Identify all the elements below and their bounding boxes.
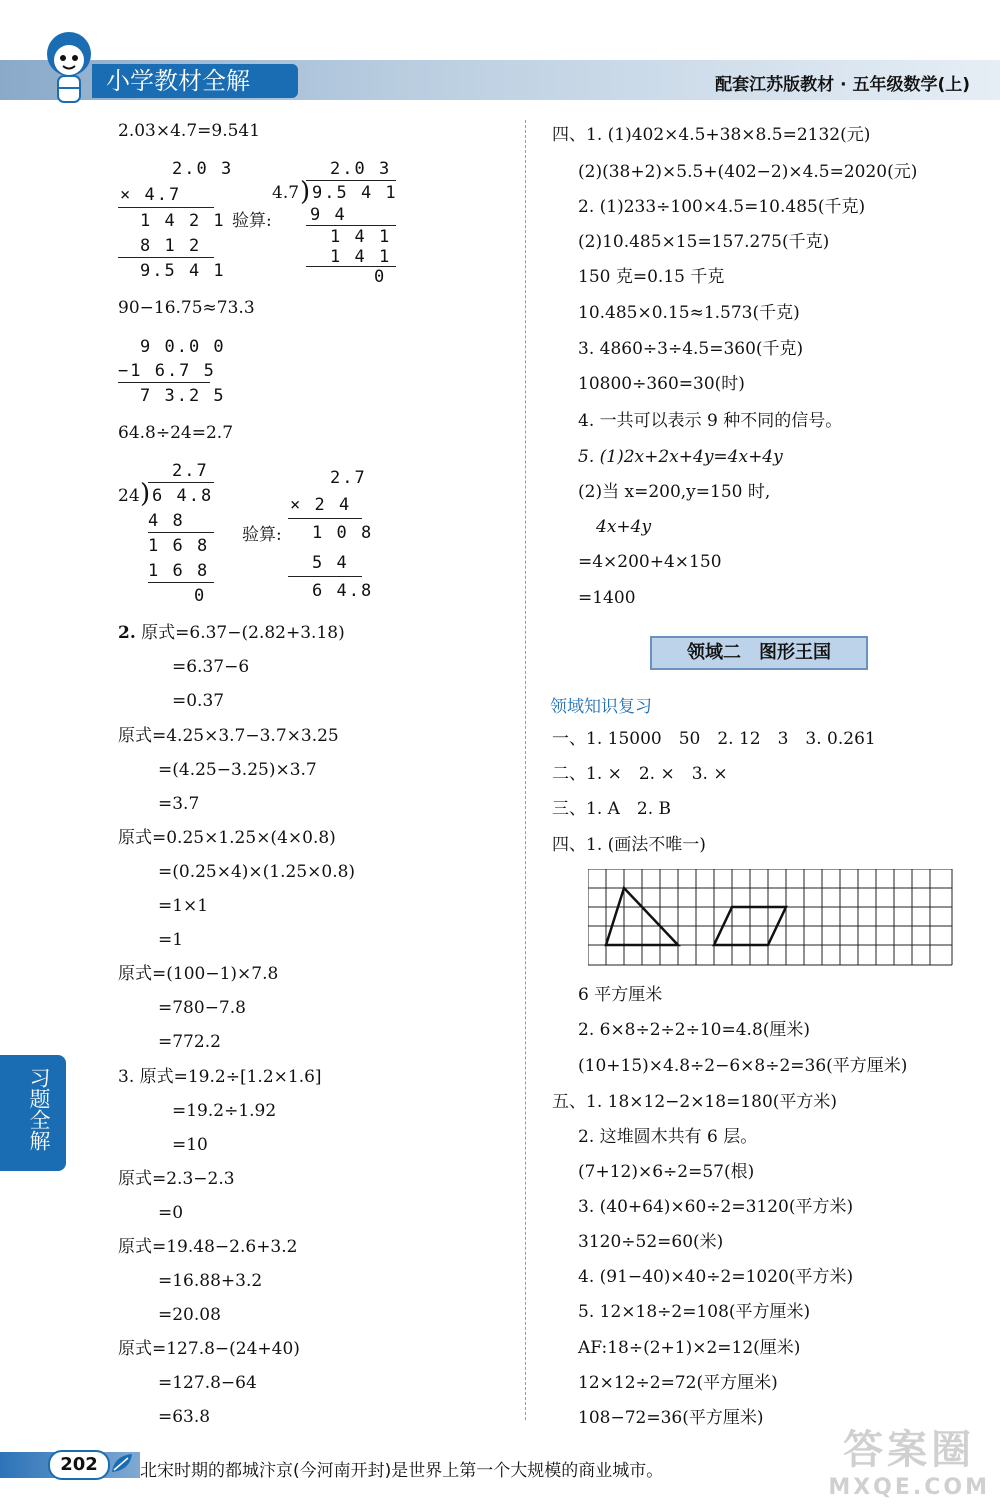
- calc-row: 2.0 3: [330, 159, 392, 179]
- calc-row: 1 4 1: [330, 247, 392, 267]
- answer-line: =10: [172, 1135, 208, 1155]
- answer-line: (2)10.485×15=157.275(千克): [578, 232, 830, 252]
- column-divider: [525, 120, 526, 1420]
- answer-line: 原式=4.25×3.7−3.7×3.25: [118, 726, 339, 746]
- section-title: 领域二 图形王国: [650, 636, 868, 670]
- book-title: 小学教材全解: [92, 64, 298, 98]
- calc-rule: [118, 257, 214, 258]
- answer-line: =780−7.8: [158, 998, 246, 1018]
- calc-rule: [306, 180, 396, 181]
- answer-line: (10+15)×4.8÷2−6×8÷2=36(平方厘米): [578, 1056, 908, 1076]
- calc-rule: [288, 576, 362, 577]
- grid-diagram: [588, 869, 956, 973]
- calc-row: 9 4: [310, 205, 347, 225]
- answer-line: 3120÷52=60(米): [578, 1232, 724, 1252]
- answer-line: 3. (40+64)×60÷2=3120(平方米): [578, 1197, 854, 1217]
- answer-line: 2. 6×8÷2÷2÷10=4.8(厘米): [578, 1020, 811, 1040]
- calc-rule: [118, 382, 210, 383]
- answer-line: 4. (91−40)×40÷2=1020(平方米): [578, 1267, 854, 1287]
- calc-row: 8 1 2: [140, 236, 202, 256]
- eq-line: 90−16.75≈73.3: [118, 298, 255, 318]
- answer-line: =20.08: [158, 1305, 221, 1325]
- answer-line: =4×200+4×150: [578, 552, 722, 572]
- answer-line: 原式=(100−1)×7.8: [118, 964, 279, 984]
- calc-row: 1 4 2 1: [140, 211, 226, 231]
- answer-line: =0.37: [172, 691, 225, 711]
- calc-row: 7 3.2 5: [140, 386, 226, 406]
- book-edition: 配套江苏版教材 · 五年级数学(上): [715, 75, 970, 95]
- answer-line: 2. 这堆圆木共有 6 层。: [578, 1127, 758, 1147]
- calc-row: 1 6 8: [148, 561, 210, 581]
- answer-line: =3.7: [158, 794, 200, 814]
- mascot-icon: [40, 28, 98, 108]
- answer-line: =63.8: [158, 1407, 211, 1427]
- answer-line: 二、1. × 2. × 3. ×: [552, 764, 728, 784]
- answer-line: 四、1. (画法不唯一): [552, 835, 706, 855]
- calc-row: 9 0.0 0: [140, 337, 226, 357]
- calc-rule: [148, 482, 214, 483]
- calc-row: −1 6.7 5: [118, 361, 216, 381]
- eq-line: 64.8÷24=2.7: [118, 423, 234, 443]
- answer-line: =772.2: [158, 1032, 221, 1052]
- calc-row: 24: [118, 486, 140, 506]
- leaf-icon: [110, 1452, 136, 1478]
- answer-line: =6.37−6: [172, 657, 250, 677]
- answer-line: 6 平方厘米: [578, 985, 663, 1005]
- calc-rule: [288, 518, 362, 519]
- calc-row: 0: [194, 586, 207, 606]
- answer-line: 三、1. A 2. B: [552, 799, 672, 819]
- side-tab-label: 习题全解: [27, 1067, 51, 1151]
- calc-row: 1 6 8: [148, 536, 210, 556]
- answer-line: 四、1. (1)402×4.5+38×8.5=2132(元): [552, 125, 871, 145]
- answer-line: 原式=0.25×1.25×(4×0.8): [118, 828, 336, 848]
- answer-line: 五、1. 18×12−2×18=180(平方米): [552, 1092, 838, 1112]
- answer-line: 2. (1)233÷100×4.5=10.485(千克): [578, 197, 866, 217]
- long-division-bracket: ): [140, 479, 151, 509]
- calc-rule: [148, 582, 214, 583]
- side-tab: [0, 1055, 66, 1171]
- answer-line: 4. 一共可以表示 9 种不同的信号。: [578, 411, 843, 431]
- calc-row: 2.0 3: [172, 159, 234, 179]
- answer-line: =(0.25×4)×(1.25×0.8): [158, 862, 356, 882]
- answer-line: =(4.25−3.25)×3.7: [158, 760, 317, 780]
- answer-line: 3. 原式=19.2÷[1.2×1.6]: [118, 1067, 322, 1087]
- answer-line: 原式=19.48−2.6+3.2: [118, 1237, 298, 1257]
- calc-row: 5 4: [312, 553, 349, 573]
- watermark-line1: 答案圈: [843, 1427, 976, 1473]
- calc-row: 6 4.8: [152, 486, 214, 506]
- calc-row: × 2 4: [290, 495, 352, 515]
- calc-rule: [118, 207, 214, 208]
- answer-line: 12×12÷2=72(平方厘米): [578, 1373, 778, 1393]
- answer-line: =127.8−64: [158, 1373, 257, 1393]
- answer-line: (2)(38+2)×5.5+(402−2)×4.5=2020(元): [578, 162, 918, 182]
- eq-line: 2.03×4.7=9.541: [118, 121, 261, 141]
- calc-row: 0: [374, 267, 387, 287]
- answer-line: (7+12)×6÷2=57(根): [578, 1162, 755, 1182]
- answer-line: 5. (1)2x+2x+4y=4x+4y: [578, 447, 783, 467]
- answer-line: 原式=2.3−2.3: [118, 1169, 235, 1189]
- answer-line: 10800÷360=30(时): [578, 374, 745, 394]
- answer-line: 原式=127.8−(24+40): [118, 1339, 300, 1359]
- answer-line: =0: [158, 1203, 184, 1223]
- answer-line: =1×1: [158, 896, 209, 916]
- answer-line: =1400: [578, 588, 636, 608]
- calc-row: 1 0 8: [312, 523, 374, 543]
- answer-line: =16.88+3.2: [158, 1271, 263, 1291]
- check-label: 验算:: [232, 211, 272, 231]
- answer-line: 10.485×0.15≈1.573(千克): [578, 303, 800, 323]
- answer-line: (2)当 x=200,y=150 时,: [578, 482, 771, 502]
- watermark-line2: MXQE.COM: [828, 1475, 990, 1500]
- answer-line: =1: [158, 930, 184, 950]
- calc-row: 2.7: [330, 468, 367, 488]
- answer-line: 108−72=36(平方厘米): [578, 1408, 764, 1428]
- answer-line: 3. 4860÷3÷4.5=360(千克): [578, 339, 804, 359]
- footer-fact: 北宋时期的都城汴京(今河南开封)是世界上第一个大规模的商业城市。: [140, 1461, 664, 1481]
- calc-row: 6 4.8: [312, 581, 374, 601]
- page-number: 202: [48, 1450, 110, 1480]
- answer-text: 原式=6.37−(2.82+3.18): [141, 623, 345, 643]
- answer-line: 一、1. 15000 50 2. 12 3 3. 0.261: [552, 729, 876, 749]
- calc-row: 9.5 4 1: [140, 261, 226, 281]
- answer-line: 2. 原式=6.37−(2.82+3.18): [118, 623, 345, 643]
- calc-row: 4.7: [272, 183, 300, 203]
- calc-row: × 4.7: [120, 185, 182, 205]
- long-division-bracket: ): [300, 177, 311, 207]
- calc-row: 4 8: [148, 511, 185, 531]
- calc-row: 9.5 4 1: [312, 183, 398, 203]
- watermark: [828, 1418, 990, 1500]
- calc-rule: [148, 532, 214, 533]
- answer-line: 5. 12×18÷2=108(平方厘米): [578, 1302, 811, 1322]
- calc-row: 1 4 1: [330, 227, 392, 247]
- answer-line: AF:18÷(2+1)×2=12(厘米): [578, 1338, 801, 1358]
- answer-line: =19.2÷1.92: [172, 1101, 277, 1121]
- answer-line: 4x+4y: [596, 517, 652, 537]
- check-label: 验算:: [242, 525, 282, 545]
- subsection-title: 领域知识复习: [550, 697, 652, 717]
- answer-line: 150 克=0.15 千克: [578, 267, 725, 287]
- calc-row: 2.7: [172, 461, 209, 481]
